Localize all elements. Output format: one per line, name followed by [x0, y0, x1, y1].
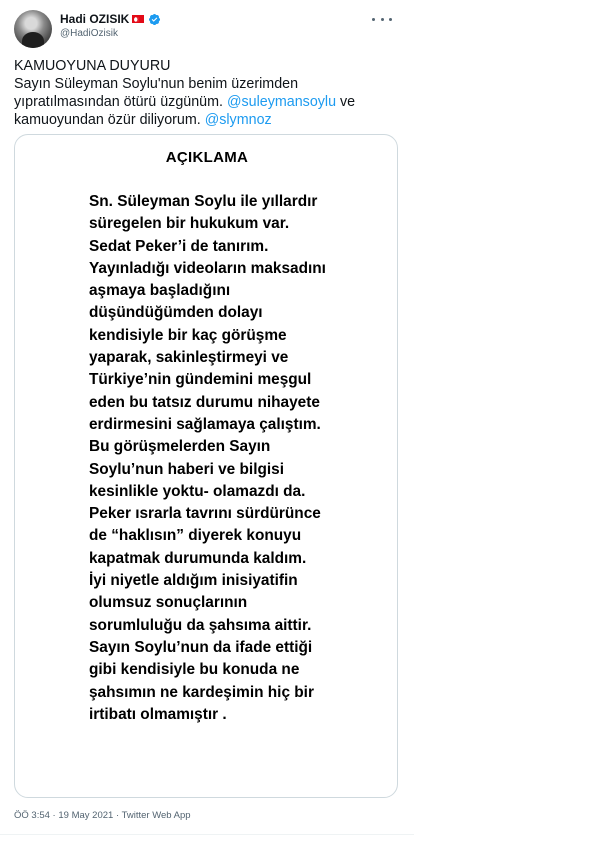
- meta-separator: ·: [49, 810, 59, 821]
- statement-line: irtibatı olmamıştır .: [89, 705, 227, 723]
- avatar[interactable]: [14, 10, 52, 48]
- divider: [0, 834, 414, 835]
- tweet-date[interactable]: 19 May 2021: [58, 810, 114, 821]
- tweet-text: [14, 57, 400, 129]
- statement-line: Sayın Soylu’nun da ifade ettiği: [89, 638, 313, 656]
- tweet-media-card[interactable]: [14, 134, 398, 798]
- more-options-icon[interactable]: [372, 12, 392, 26]
- tweet-text-segment: kamuoyundan özür diliyorum.: [14, 112, 205, 128]
- tweet-text-line: [14, 111, 400, 129]
- source-app[interactable]: Twitter Web App: [121, 810, 191, 821]
- statement-line: Türkiye’nin gündemini meşgul: [89, 371, 312, 389]
- tweet-text-line: [14, 75, 400, 93]
- tweet-time[interactable]: ÖÖ 3:54: [14, 810, 50, 821]
- statement-body: [89, 191, 326, 726]
- tweet-text-segment: ve: [336, 94, 356, 110]
- statement-line: aşmaya başladığını: [89, 282, 231, 300]
- user-info: [60, 11, 161, 39]
- user-handle[interactable]: @HadiOzisik: [60, 28, 118, 39]
- turkey-flag-icon: [132, 15, 144, 23]
- mention-link[interactable]: @suleymansoylu: [226, 94, 337, 110]
- tweet-text-segment: Sayın Süleyman Soylu'nun benim üzerimden: [14, 76, 299, 92]
- tweet-meta: [14, 810, 191, 821]
- statement-line: Peker ısrarla tavrını sürdürünce: [89, 505, 321, 523]
- statement-line: yaparak, sakinleştirmeyi ve: [89, 349, 289, 367]
- statement-line: süregelen bir hukukum var.: [89, 215, 290, 233]
- statement-line: Soylu’nun haberi ve bilgisi: [89, 460, 284, 478]
- meta-separator-2: ·: [113, 810, 122, 821]
- statement-line: erdirmesini sağlamaya çalıştım.: [89, 415, 321, 433]
- statement-line: kapatmak durumunda kaldım.: [89, 549, 307, 567]
- statement-line: İyi niyetle aldığım inisiyatifin: [89, 572, 298, 590]
- statement-line: düşündüğümden dolayı: [89, 304, 263, 322]
- tweet-text-segment: yıpratılmasından ötürü üzgünüm.: [14, 94, 227, 110]
- name-row: [60, 11, 161, 27]
- statement-line: Yayınladığı videoların maksadını: [89, 259, 326, 277]
- tweet-text-line: [14, 57, 400, 75]
- statement-line: gibi kendisiyle bu konuda ne: [89, 661, 300, 679]
- verified-badge-icon: [148, 13, 161, 26]
- tweet-text-line: [14, 93, 400, 111]
- statement-line: de “haklısın” diyerek konuyu: [89, 527, 302, 545]
- statement-title: AÇIKLAMA: [165, 149, 249, 166]
- statement-image: [15, 135, 398, 798]
- mention-link[interactable]: @slymnoz: [204, 112, 272, 128]
- display-name[interactable]: Hadi OZISIK: [60, 12, 130, 26]
- statement-line: eden bu tatsız durumu nihayete: [89, 393, 320, 411]
- statement-line: şahsımın ne kardeşimin hiç bir: [89, 683, 314, 701]
- statement-line: kendisiyle bir kaç görüşme: [89, 326, 287, 344]
- statement-line: Sn. Süleyman Soylu ile yıllardır: [89, 193, 318, 210]
- statement-line: Sedat Peker’i de tanırım.: [89, 237, 269, 255]
- statement-line: olumsuz sonuçlarının: [89, 594, 248, 612]
- statement-line: kesinlikle yoktu- olamazdı da.: [89, 482, 306, 500]
- statement-line: sorumluluğu da şahsıma aittir.: [89, 616, 312, 634]
- statement-line: Bu görüşmelerden Sayın: [89, 438, 271, 456]
- tweet-text-segment: KAMUOYUNA DUYURU: [14, 58, 171, 74]
